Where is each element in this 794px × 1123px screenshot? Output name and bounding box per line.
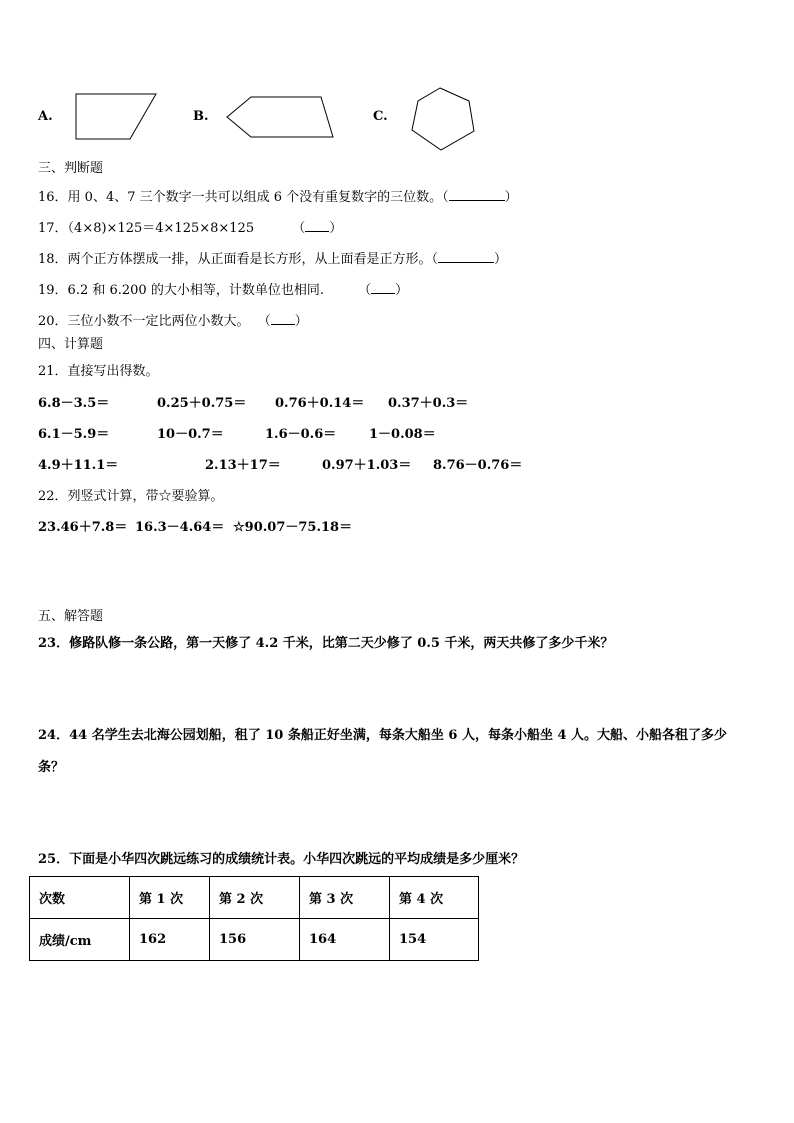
calc-item: 4.9＋11.1＝ (38, 458, 119, 473)
table-cell: 次数 (30, 877, 130, 919)
table-row (30, 919, 479, 961)
pentagon-shape (412, 88, 474, 150)
q22-prompt: 22．列竖式计算，带☆要验算。 (38, 489, 224, 504)
calc-item: 1.6－0.6＝ (265, 427, 337, 442)
calc-item: 0.97＋1.03＝ (322, 458, 412, 473)
q16-blank[interactable] (449, 188, 505, 201)
q17-open: （ (292, 221, 306, 236)
q16-text: 16．用 0、4、7 三个数字一共可以组成 6 个没有重复数字的三位数。（ (38, 190, 449, 205)
calc-item: 10－0.7＝ (157, 427, 224, 442)
calc-item: 0.76＋0.14＝ (275, 396, 365, 411)
vertical-calc-item: 16.3－4.64＝ (135, 520, 225, 535)
choice-b-label: B. (193, 109, 209, 124)
calc-item: 8.76－0.76＝ (433, 458, 523, 473)
table-cell: 154 (390, 919, 479, 961)
calc-item: 0.25＋0.75＝ (157, 396, 247, 411)
table-cell: 成绩/cm (30, 919, 130, 961)
choice-c-label: C. (373, 109, 388, 124)
q19-blank[interactable] (371, 281, 395, 294)
parallelogram-shape (76, 94, 156, 139)
choice-a-label: A. (38, 109, 53, 124)
section4-heading: 四、计算题 (38, 337, 104, 352)
q18-text: 18．两个正方体摆成一排，从正面看是长方形，从上面看是正方形。（ (38, 252, 439, 267)
section3-heading: 三、判断题 (38, 161, 104, 176)
question-24-line2: 条？ (38, 760, 65, 775)
jump-scores-table (29, 876, 479, 961)
table-cell: 156 (210, 919, 300, 961)
table-cell: 164 (300, 919, 390, 961)
q20-open: （ (257, 314, 271, 329)
q19-close: ） (395, 283, 409, 298)
q20-text: 20．三位小数不一定比两位小数大。 (38, 314, 250, 329)
calc-item: 6.8－3.5＝ (38, 396, 110, 411)
calc-item: 1－0.08＝ (369, 427, 436, 442)
q18-close: ） (494, 252, 508, 267)
calc-item: 2.13＋17＝ (205, 458, 281, 473)
question-20 (38, 312, 308, 330)
q19-open: （ (358, 283, 372, 298)
question-25: 25．下面是小华四次跳远练习的成绩统计表。小华四次跳远的平均成绩是多少厘米？ (38, 852, 525, 867)
question-23: 23．修路队修一条公路，第一天修了 4.2 千米，比第二天少修了 0.5 千米，两天共修了多少千米？ (38, 636, 614, 651)
table-cell: 第 1 次 (130, 877, 210, 919)
question-17 (38, 219, 342, 237)
table-cell: 第 2 次 (210, 877, 300, 919)
section5-heading: 五、解答题 (38, 609, 104, 624)
q21-prompt: 21．直接写出得数。 (38, 364, 159, 379)
table-cell: 第 3 次 (300, 877, 390, 919)
q16-close: ） (504, 190, 518, 205)
calc-item: 6.1－5.9＝ (38, 427, 110, 442)
hexagon-shape (227, 97, 333, 137)
calc-item: 0.37＋0.3＝ (388, 396, 469, 411)
shape-choices (0, 80, 794, 160)
q17-close: ） (329, 221, 343, 236)
question-16 (38, 188, 518, 206)
q19-text: 19．6.2 和 6.200 的大小相等，计数单位也相同. (38, 283, 324, 298)
q17-blank[interactable] (305, 219, 329, 232)
question-24-line1: 24．44 名学生去北海公园划船，租了 10 条船正好坐满，每条大船坐 6 人，每条小船坐 4 人。大船、小船各租了多少 (38, 728, 728, 743)
table-cell: 162 (130, 919, 210, 961)
table-cell: 第 4 次 (390, 877, 479, 919)
table-header-row (30, 877, 479, 919)
question-19 (38, 281, 408, 299)
q18-blank[interactable] (438, 250, 494, 263)
q20-close: ） (294, 314, 308, 329)
q20-blank[interactable] (271, 312, 295, 325)
question-18 (38, 250, 507, 268)
q17-text: 17．（4×8)×125＝4×125×8×125 (38, 221, 255, 236)
vertical-calc-item: ☆90.07－75.18＝ (233, 520, 353, 535)
vertical-calc-item: 23.46＋7.8＝ (38, 520, 128, 535)
